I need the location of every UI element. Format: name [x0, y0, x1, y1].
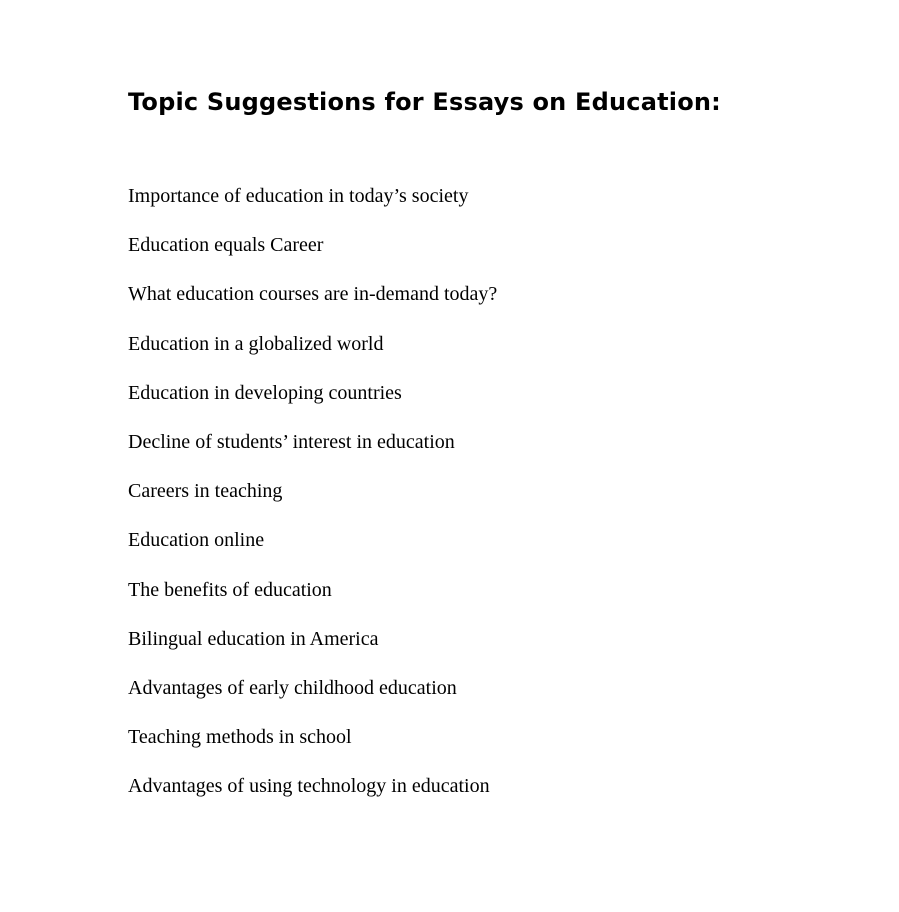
topic-list: [128, 181, 497, 820]
topic-item: Teaching methods in school: [128, 726, 352, 749]
topic-item: Education equals Career: [128, 234, 324, 257]
topic-item: Education in a globalized world: [128, 332, 384, 355]
topic-item: Bilingual education in America: [128, 627, 379, 650]
topic-item: Advantages of using technology in education: [128, 775, 490, 798]
topic-item: Decline of students’ interest in education: [128, 430, 455, 453]
topic-item: Advantages of early childhood education: [128, 676, 457, 699]
topic-item: What education courses are in-demand today?: [128, 283, 498, 306]
page-title: Topic Suggestions for Essays on Education:: [128, 88, 721, 116]
topic-item: Education online: [128, 529, 265, 552]
topic-item: The benefits of education: [128, 578, 332, 601]
topic-item: Education in developing countries: [128, 381, 402, 404]
topic-item: Careers in teaching: [128, 480, 283, 503]
topic-item: Importance of education in today’s society: [128, 185, 469, 207]
